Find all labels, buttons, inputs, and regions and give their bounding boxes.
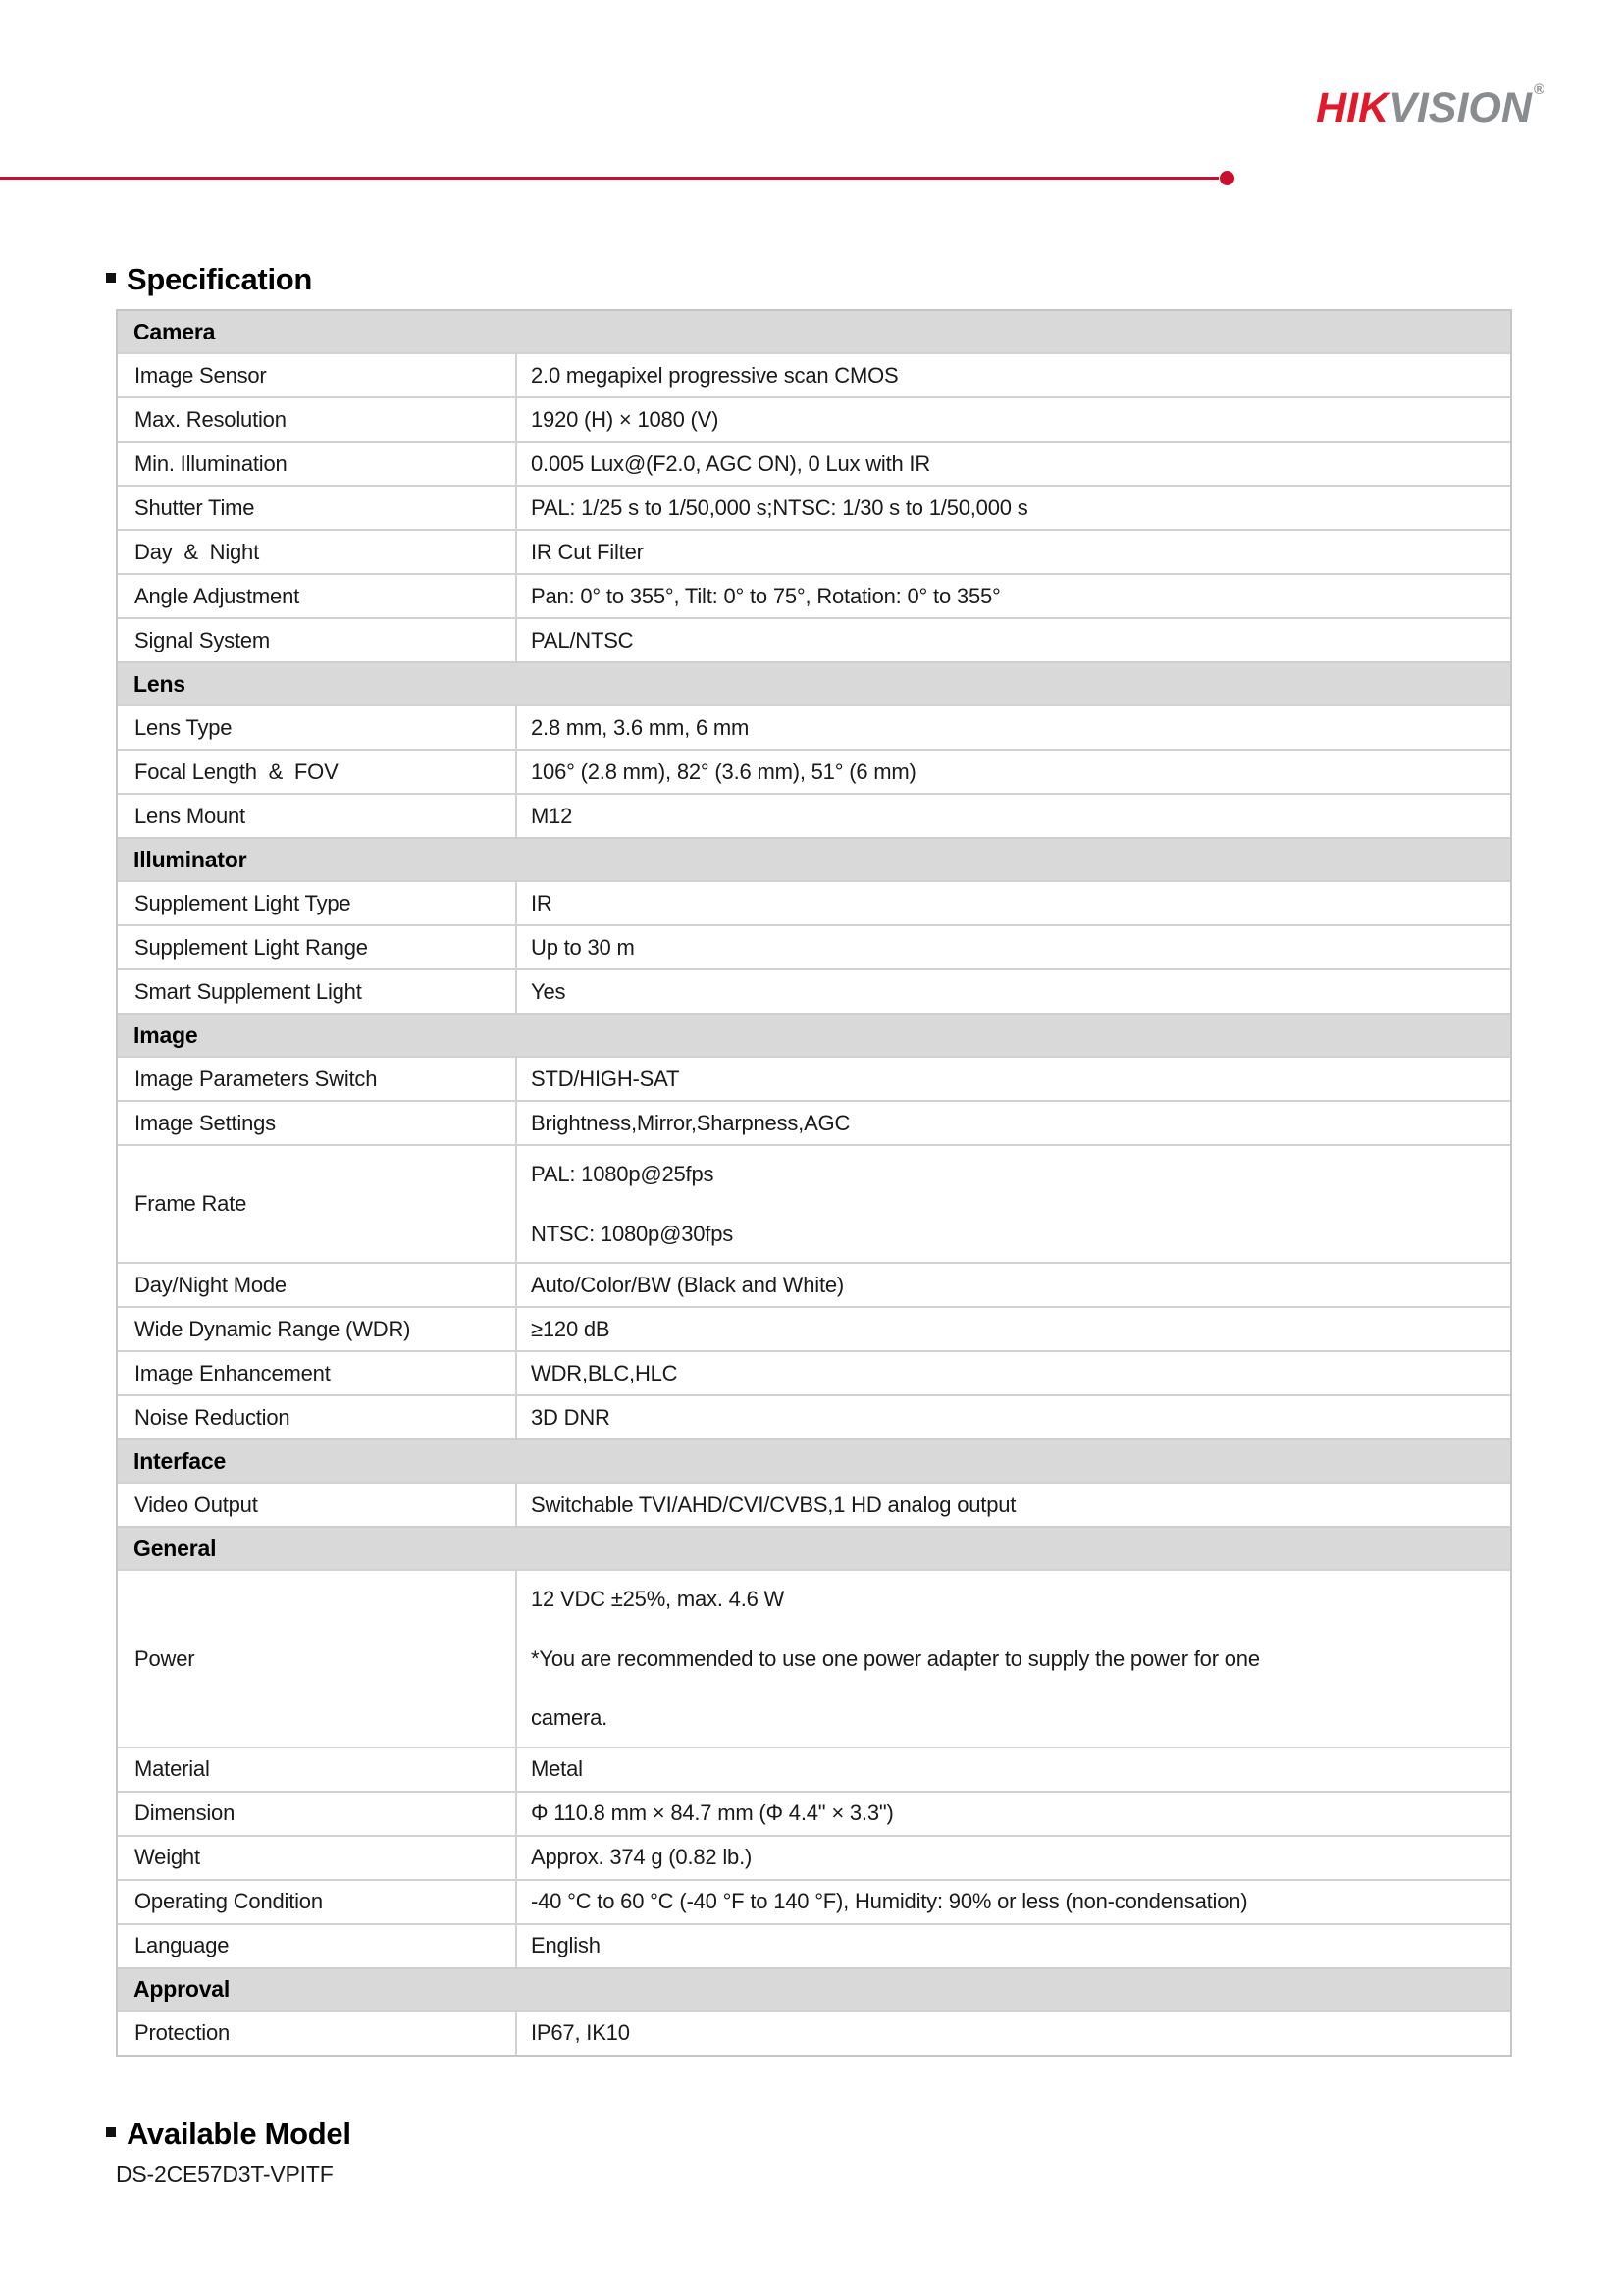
spec-value xyxy=(517,882,1510,924)
content-area xyxy=(116,261,1512,2188)
logo-hik-text: HIK xyxy=(1316,84,1389,131)
spec-value-line: 1920 (H) × 1080 (V) xyxy=(531,406,719,432)
section-header-row: Interface xyxy=(118,1438,1510,1482)
spec-value xyxy=(517,1058,1510,1100)
spec-label: Protection xyxy=(118,2012,517,2055)
spec-value xyxy=(517,619,1510,661)
spec-label: Image Sensor xyxy=(118,354,517,396)
spec-row xyxy=(118,573,1510,617)
spec-value xyxy=(517,1925,1510,1967)
spec-value-line: 3D DNR xyxy=(531,1404,610,1430)
spec-row xyxy=(118,1144,1510,1262)
spec-row xyxy=(118,1791,1510,1835)
spec-row xyxy=(118,1262,1510,1306)
spec-value xyxy=(517,1881,1510,1923)
spec-value-line: IR Cut Filter xyxy=(531,539,644,564)
spec-value-line: 0.005 Lux@(F2.0, AGC ON), 0 Lux with IR xyxy=(531,450,931,476)
spec-row xyxy=(118,1100,1510,1144)
spec-label: Supplement Light Range xyxy=(118,926,517,968)
spec-value-line: IR xyxy=(531,890,552,915)
spec-value xyxy=(517,1571,1510,1747)
spec-value-line: 2.8 mm, 3.6 mm, 6 mm xyxy=(531,714,750,740)
section-header-row: Camera xyxy=(118,311,1510,352)
spec-value xyxy=(517,1102,1510,1144)
spec-row xyxy=(118,749,1510,793)
spec-value xyxy=(517,706,1510,749)
spec-label: Signal System xyxy=(118,619,517,661)
spec-value-line: 12 VDC ±25%, max. 4.6 W xyxy=(531,1587,785,1612)
spec-row xyxy=(118,1350,1510,1394)
spec-label: Image Enhancement xyxy=(118,1352,517,1394)
spec-value xyxy=(517,1837,1510,1879)
spec-row xyxy=(118,617,1510,661)
spec-value-line: -40 °C to 60 °C (-40 °F to 140 °F), Humidity: 90% or less (non-condensation) xyxy=(531,1889,1248,1914)
spec-label: Lens Type xyxy=(118,706,517,749)
spec-value-line: Switchable TVI/AHD/CVI/CVBS,1 HD analog output xyxy=(531,1491,1017,1517)
spec-value-line: M12 xyxy=(531,803,573,828)
spec-label: Day/Night Mode xyxy=(118,1264,517,1306)
spec-value-line: PAL: 1080p@25fps xyxy=(531,1162,714,1187)
spec-row xyxy=(118,704,1510,749)
spec-label: Angle Adjustment xyxy=(118,575,517,617)
spec-value-line: PAL: 1/25 s to 1/50,000 s;NTSC: 1/30 s to 1/50,000 s xyxy=(531,495,1028,520)
spec-row xyxy=(118,968,1510,1013)
spec-value xyxy=(517,1484,1510,1526)
spec-value-line: 2.0 megapixel progressive scan CMOS xyxy=(531,362,899,388)
spec-value xyxy=(517,443,1510,485)
spec-row xyxy=(118,529,1510,573)
spec-label: Focal Length & FOV xyxy=(118,751,517,793)
spec-value xyxy=(517,1352,1510,1394)
spec-label: Dimension xyxy=(118,1793,517,1835)
spec-row xyxy=(118,396,1510,441)
section-header-row: Lens xyxy=(118,661,1510,704)
spec-row xyxy=(118,924,1510,968)
spec-value-line: Auto/Color/BW (Black and White) xyxy=(531,1272,845,1297)
spec-label: Image Settings xyxy=(118,1102,517,1144)
spec-label: Power xyxy=(118,1571,517,1747)
spec-label: Language xyxy=(118,1925,517,1967)
logo-vision-text: VISION xyxy=(1388,84,1532,131)
spec-label: Smart Supplement Light xyxy=(118,970,517,1013)
spec-row xyxy=(118,1835,1510,1879)
registered-mark: ® xyxy=(1533,81,1544,98)
spec-row xyxy=(118,352,1510,396)
spec-value xyxy=(517,398,1510,441)
section-header-row: Image xyxy=(118,1013,1510,1056)
spec-row xyxy=(118,2010,1510,2055)
spec-table xyxy=(116,309,1512,2057)
model-number: DS-2CE57D3T-VPITF xyxy=(116,2161,334,2187)
section-header-row: General xyxy=(118,1526,1510,1569)
square-bullet-icon xyxy=(106,273,116,283)
spec-value xyxy=(517,2012,1510,2055)
spec-label: Max. Resolution xyxy=(118,398,517,441)
hikvision-logo xyxy=(1316,82,1544,130)
spec-value xyxy=(517,354,1510,396)
spec-value xyxy=(517,926,1510,968)
spec-label: Noise Reduction xyxy=(118,1396,517,1438)
spec-value-line: Up to 30 m xyxy=(531,934,635,960)
spec-value xyxy=(517,1308,1510,1350)
spec-value xyxy=(517,487,1510,529)
spec-label: Operating Condition xyxy=(118,1881,517,1923)
spec-row xyxy=(118,1306,1510,1350)
spec-label: Video Output xyxy=(118,1484,517,1526)
spec-row xyxy=(118,485,1510,529)
spec-value-line: Φ 110.8 mm × 84.7 mm (Φ 4.4" × 3.3") xyxy=(531,1800,894,1826)
section-header-row: Approval xyxy=(118,1967,1510,2010)
spec-label: Material xyxy=(118,1748,517,1791)
header-divider-line xyxy=(0,177,1219,180)
header-divider-dot xyxy=(1220,171,1234,185)
spec-label: Weight xyxy=(118,1837,517,1879)
spec-value-line: Brightness,Mirror,Sharpness,AGC xyxy=(531,1110,851,1135)
spec-label: Frame Rate xyxy=(118,1146,517,1262)
spec-value-line: camera. xyxy=(531,1705,608,1731)
spec-label: Min. Illumination xyxy=(118,443,517,485)
spec-label: Shutter Time xyxy=(118,487,517,529)
spec-row xyxy=(118,793,1510,837)
spec-value-line: PAL/NTSC xyxy=(531,627,634,652)
spec-row xyxy=(118,441,1510,485)
spec-row xyxy=(118,1394,1510,1438)
spec-label: Image Parameters Switch xyxy=(118,1058,517,1100)
section-header-row: Illuminator xyxy=(118,837,1510,880)
spec-row xyxy=(118,1747,1510,1791)
spec-value-line: Approx. 374 g (0.82 lb.) xyxy=(531,1845,753,1870)
spec-value-line: WDR,BLC,HLC xyxy=(531,1360,678,1385)
spec-value-line: Pan: 0° to 355°, Tilt: 0° to 75°, Rotation: 0° to 355° xyxy=(531,583,1001,608)
spec-value-line: Yes xyxy=(531,978,566,1004)
specification-heading xyxy=(106,261,1512,297)
spec-value xyxy=(517,531,1510,573)
spec-value-line: Metal xyxy=(531,1756,583,1782)
spec-label: Lens Mount xyxy=(118,795,517,837)
spec-value-line: English xyxy=(531,1933,601,1958)
spec-value xyxy=(517,751,1510,793)
spec-label: Day & Night xyxy=(118,531,517,573)
spec-row xyxy=(118,1569,1510,1747)
spec-row xyxy=(118,1923,1510,1967)
spec-value-line: *You are recommended to use one power adapter to supply the power for one xyxy=(531,1645,1260,1671)
spec-value-line: 106° (2.8 mm), 82° (3.6 mm), 51° (6 mm) xyxy=(531,758,916,784)
spec-value xyxy=(517,795,1510,837)
spec-value xyxy=(517,1264,1510,1306)
spec-row xyxy=(118,1879,1510,1923)
spec-row xyxy=(118,880,1510,924)
spec-row xyxy=(118,1482,1510,1526)
available-model-heading-label: Available Model xyxy=(127,2115,351,2151)
spec-value-line: IP67, IK10 xyxy=(531,2020,630,2046)
spec-value xyxy=(517,1146,1510,1262)
spec-value-line: STD/HIGH-SAT xyxy=(531,1066,680,1091)
available-model-heading xyxy=(106,2115,1512,2152)
spec-value xyxy=(517,1748,1510,1791)
spec-value xyxy=(517,575,1510,617)
spec-value xyxy=(517,1793,1510,1835)
spec-value-line: ≥120 dB xyxy=(531,1316,610,1341)
spec-value xyxy=(517,1396,1510,1438)
spec-label: Supplement Light Type xyxy=(118,882,517,924)
square-bullet-icon xyxy=(106,2127,116,2137)
spec-row xyxy=(118,1056,1510,1100)
spec-value xyxy=(517,970,1510,1013)
spec-label: Wide Dynamic Range (WDR) xyxy=(118,1308,517,1350)
specification-heading-label: Specification xyxy=(127,262,313,296)
spec-value-line: NTSC: 1080p@30fps xyxy=(531,1221,734,1246)
